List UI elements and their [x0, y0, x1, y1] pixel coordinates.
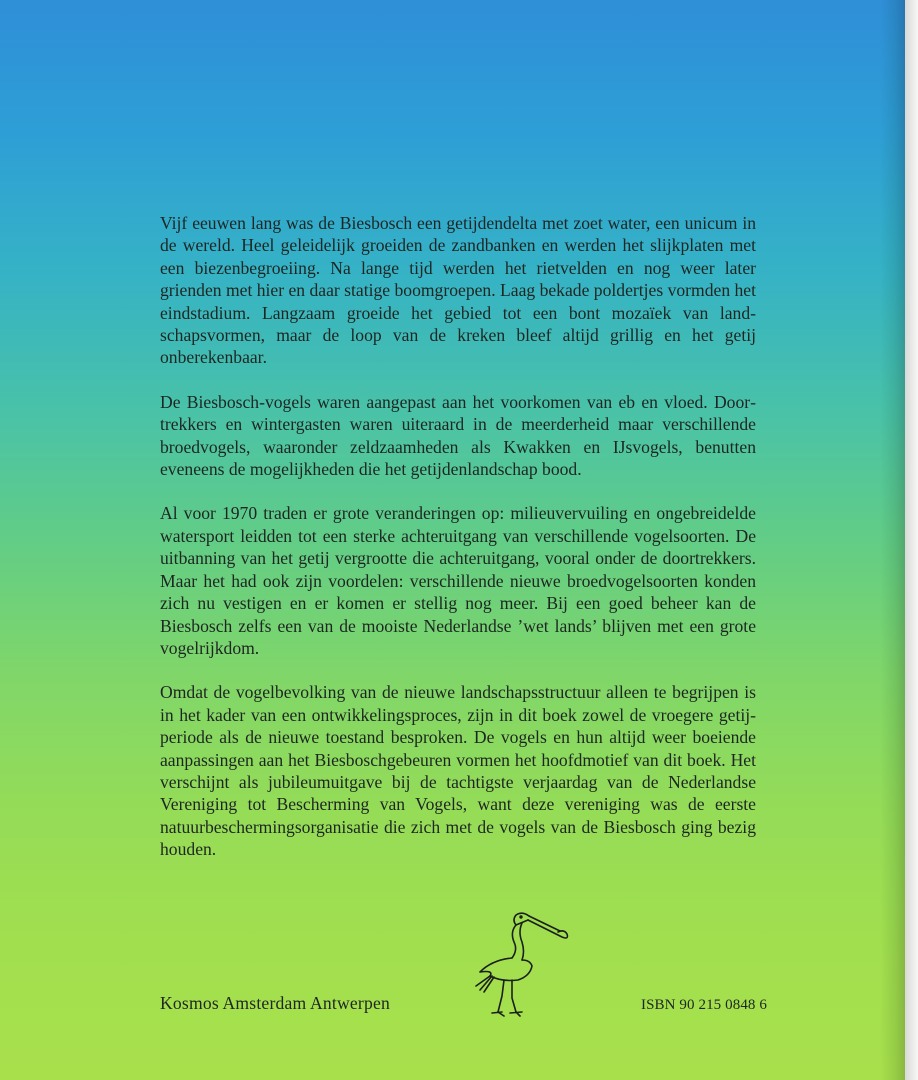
blurb-paragraph-4: Omdat de vogelbevolking van de nieuwe landschapsstructuur alleen te begrijpen is in het kader van een ontwikkelingsproces, zijn in dit boek zowel de vroegere getijperiode als de nieuwe toestand besproken. De vogels en hun altijd weer boeiende aanpassingen aan het Biesboschgebeuren vormen het hoofdmotief van dit boek. Het verschijnt als jubileumuitgave bij de tachtigste verjaardag van de Nederlandse Vereniging tot Bescherming van Vogels, want deze vereniging was de eerste natuurbeschermingsorganisatie die zich met de vogels van de Biesbosch ging bezig houden. — [160, 682, 756, 860]
blurb-paragraph-2: De Biesbosch-vogels waren aangepast aan het voorkomen van eb en vloed. Doortrekkers en wintergasten waren uiteraard in de meerderheid maar verschillende broedvogels, waaronder zeldzaamheden als Kwakken en IJsvogels, benutten eveneens de mogelijkheden die het getijdenlandschap bood. — [160, 391, 756, 480]
blurb-text — [160, 212, 756, 883]
spoonbill-icon — [472, 900, 572, 1020]
blurb-paragraph-3: Al voor 1970 traden er grote veranderingen op: milieuvervuiling en ongebreidelde watersport leidden tot een sterke achteruitgang van verschillende vogelsoorten. De uitbanning van het getij vergrootte die achteruitgang, vooral onder de doortrekkers. Maar het had ook zijn voordelen: verschillende nieuwe broedvogelsoorten konden zich nu vestigen en er komen er stellig nog meer. Bij een goed beheer kan de Biesbosch zelfs een van de mooiste Nederlandse ’wet lands’ blijven met een grote vogelrijkdom. — [160, 503, 756, 658]
isbn-number: ISBN 90 215 0848 6 — [641, 997, 767, 1013]
spine-shadow — [880, 0, 905, 1080]
blurb-paragraph-1: Vijf eeuwen lang was de Biesbosch een getijdendelta met zoet water, een unicum in de wereld. Heel geleidelijk groeiden de zandbanken en werden het slijkplaten met een biezenbegroeiing. Na lange tijd werden het rietvelden en nog weer later grienden met hier en daar statige boomgroepen. Laag bekade poldertjes vormden het eindstadium. Langzaam groeide het gebied tot een bont mozaïek van landschapsvormen, maar de loop van de kreken bleef altijd grillig en het getij onberekenbaar. — [160, 213, 757, 368]
publisher-name: Kosmos Amsterdam Antwerpen — [160, 993, 390, 1013]
page-edge — [905, 0, 918, 1080]
